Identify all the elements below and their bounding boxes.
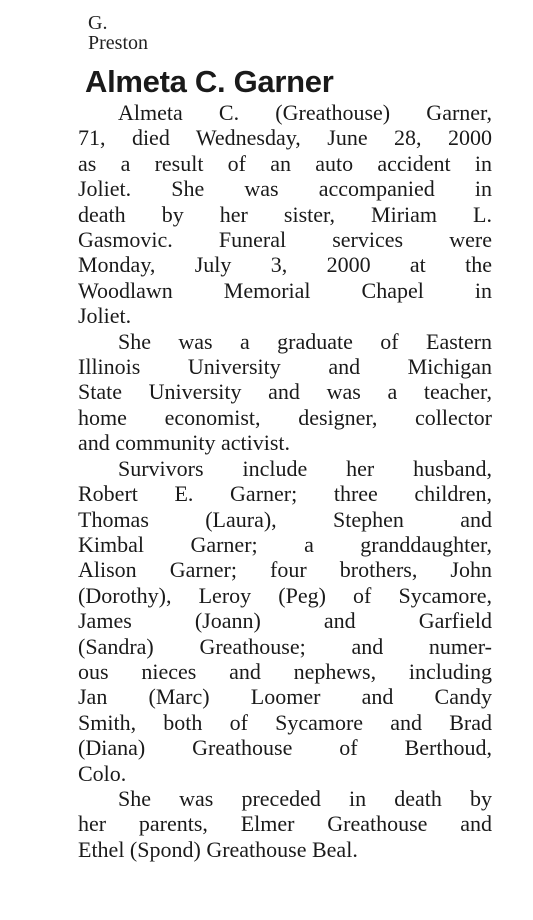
text-line: Joliet. (78, 303, 132, 329)
text-line: as a result of an auto accident in (78, 150, 492, 176)
text-line: home economist, designer, collector (78, 404, 492, 430)
text-line: and community activist. (78, 430, 291, 456)
text-line: Robert E. Garner; three children, (78, 481, 492, 507)
text-line: Alison Garner; four brothers, John (78, 557, 492, 583)
text-line: Monday, July 3, 2000 at the (78, 252, 492, 278)
text-line: (Diana) Greathouse of Berthoud, (78, 735, 492, 761)
text-line: Survivors include her husband, (118, 455, 492, 481)
paragraph-education (78, 329, 492, 456)
text-line: 71, died Wednesday, June 28, 2000 (78, 125, 492, 151)
text-line: (Sandra) Greathouse; and numer- (78, 633, 492, 659)
cut-off-text-fragment: G. Preston (88, 12, 148, 54)
paragraph-death-notice (78, 100, 492, 329)
text-line: Gasmovic. Funeral services were (78, 227, 492, 253)
text-line: Almeta C. (Greathouse) Garner, (118, 100, 492, 125)
text-line: Jan (Marc) Loomer and Candy (78, 684, 492, 710)
text-line: James (Joann) and Garfield (78, 608, 492, 634)
text-line: Ethel (Spond) Greathouse Beal. (78, 836, 358, 862)
text-line: Colo. (78, 760, 127, 786)
obituary-body (78, 100, 492, 862)
text-line: death by her sister, Miriam L. (78, 201, 492, 227)
text-line: She was a graduate of Eastern (118, 328, 492, 354)
text-line: Illinois University and Michigan (78, 354, 492, 380)
paragraph-survivors (78, 456, 492, 786)
text-line: Kimbal Garner; a granddaughter, (78, 531, 492, 557)
text-line: Woodlawn Memorial Chapel in (78, 277, 492, 303)
text-line: (Dorothy), Leroy (Peg) of Sycamore, (78, 582, 492, 608)
text-line: Thomas (Laura), Stephen and (78, 506, 492, 532)
text-line: Smith, both of Sycamore and Brad (78, 709, 492, 735)
obituary-headline: Almeta C. Garner (85, 64, 334, 99)
text-line: her parents, Elmer Greathouse and (78, 811, 492, 837)
text-line: State University and was a teacher, (78, 379, 492, 405)
text-line: ous nieces and nephews, including (78, 658, 492, 684)
paragraph-preceded (78, 786, 492, 862)
text-line: She was preceded in death by (118, 785, 492, 811)
text-line: Joliet. She was accompanied in (78, 176, 492, 202)
